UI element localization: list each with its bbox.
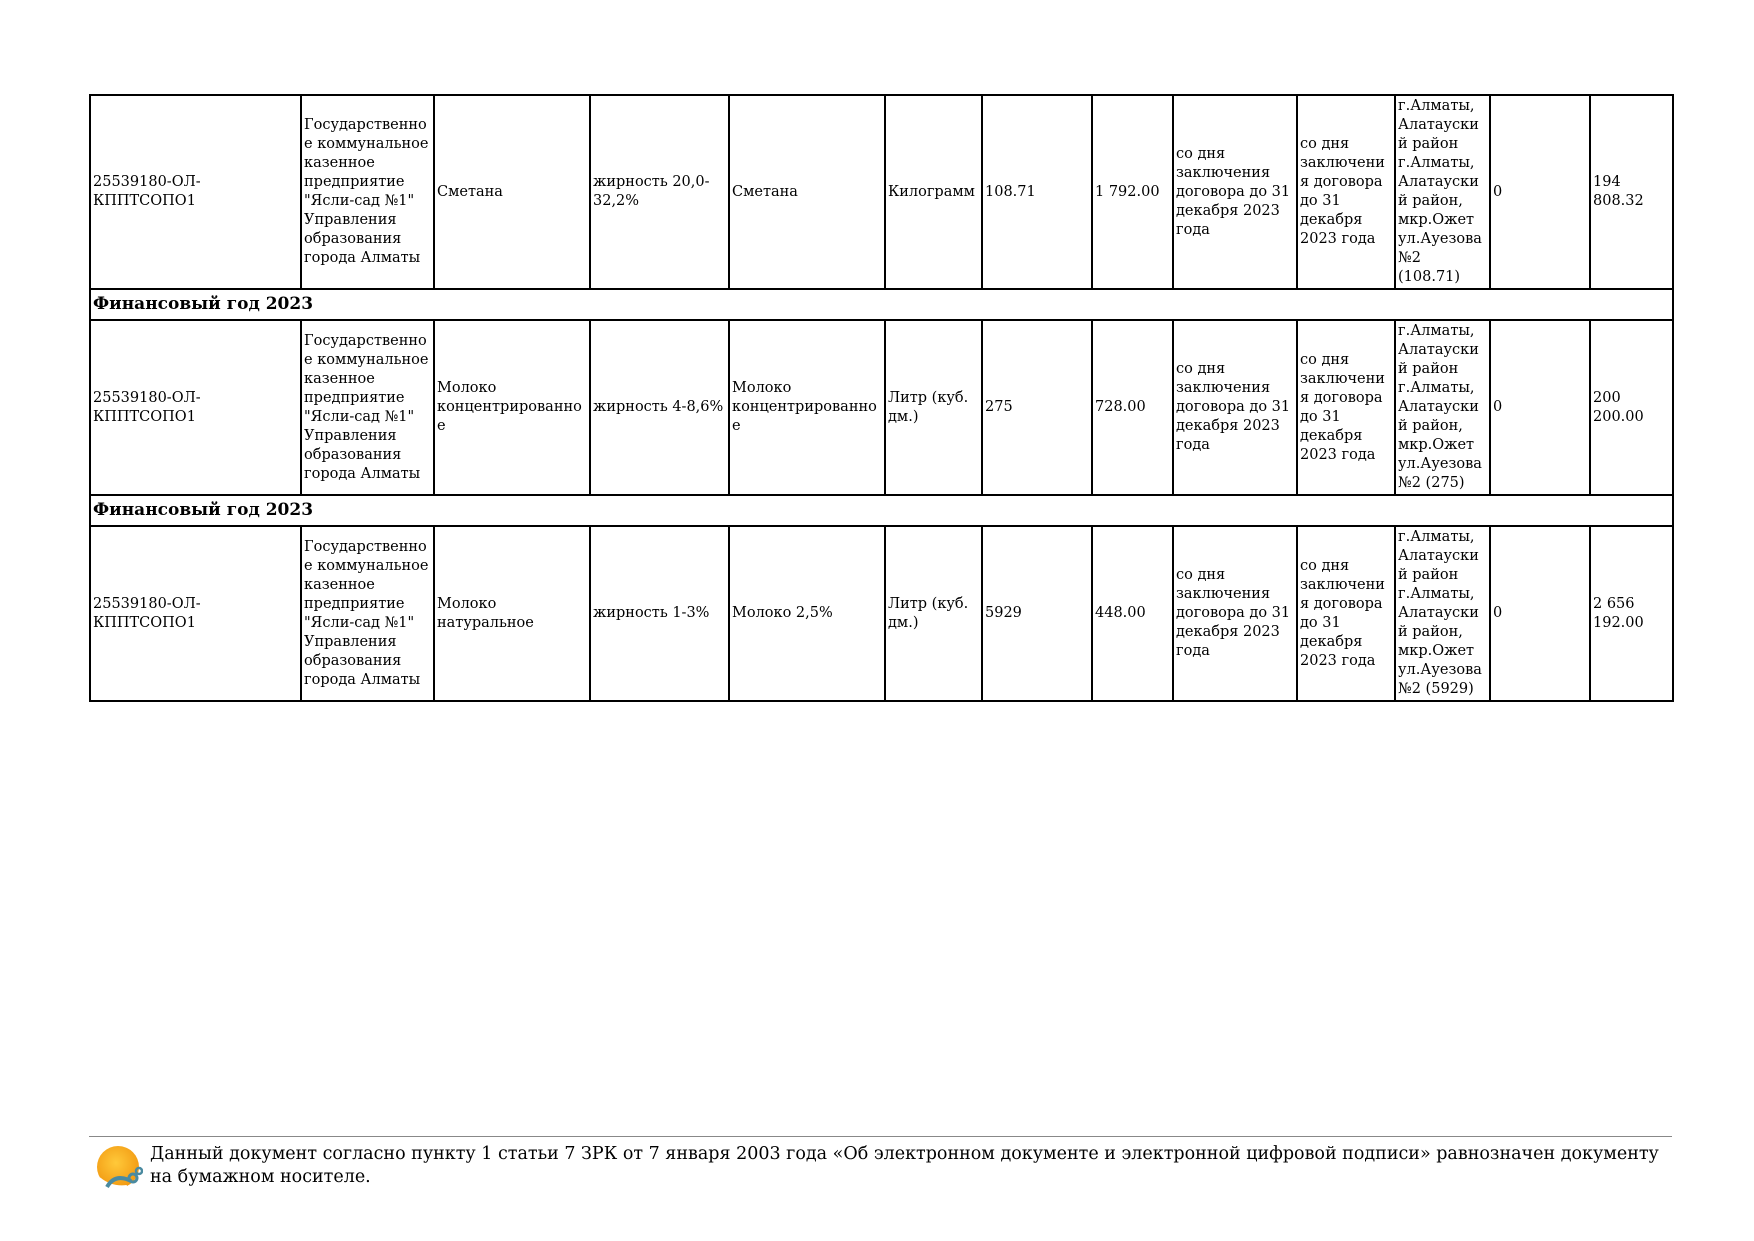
cell-price: 1 792.00 [1092, 95, 1173, 289]
cell-place: г.Алматы, Алатауский район г.Алматы, Алатауский район, мкр.Ожет ул.Ауезова №2 (108.71) [1395, 95, 1490, 289]
financial-year-row [90, 495, 1673, 526]
legal-notice-text: Данный документ согласно пункту 1 статьи 7 ЗРК от 7 января 2003 года «Об электронном документе и электронной цифровой подписи» равнозначен документу на бумажном носителе. [150, 1144, 1659, 1187]
cell-unit: Килограмм [885, 95, 982, 289]
cell-term-start: со дня заключения договора до 31 декабря 2023 года [1173, 526, 1297, 701]
table-row [90, 526, 1673, 701]
cell-quantity: 275 [982, 320, 1092, 495]
cell-quantity: 108.71 [982, 95, 1092, 289]
financial-year-row [90, 289, 1673, 320]
cell-extra-name: Молоко 2,5% [729, 526, 885, 701]
cell-total: 2 656 192.00 [1590, 526, 1673, 701]
cell-term-end: со дня заключения договора до 31 декабря 2023 года [1297, 95, 1395, 289]
cell-characteristic: жирность 20,0-32,2% [590, 95, 729, 289]
cell-unit: Литр (куб. дм.) [885, 526, 982, 701]
cell-customer: Государственное коммунальное казенное предприятие "Ясли-сад №1" Управления образования города Алматы [301, 526, 434, 701]
cell-unit: Литр (куб. дм.) [885, 320, 982, 495]
financial-year-label: Финансовый год 2023 [90, 289, 1673, 320]
cell-id: 25539180-ОЛ-КППТСОПО1 [90, 526, 301, 701]
cell-advance: 0 [1490, 95, 1590, 289]
cell-quantity: 5929 [982, 526, 1092, 701]
cell-term-start: со дня заключения договора до 31 декабря 2023 года [1173, 95, 1297, 289]
cell-characteristic: жирность 1-3% [590, 526, 729, 701]
cell-price: 448.00 [1092, 526, 1173, 701]
cell-advance: 0 [1490, 320, 1590, 495]
cell-extra-name: Сметана [729, 95, 885, 289]
cell-name: Сметана [434, 95, 590, 289]
cell-price: 728.00 [1092, 320, 1173, 495]
cell-advance: 0 [1490, 526, 1590, 701]
cell-extra-name: Молоко концентрированное [729, 320, 885, 495]
egov-sun-logo-icon [93, 1143, 143, 1193]
cell-total: 200 200.00 [1590, 320, 1673, 495]
cell-place: г.Алматы, Алатауский район г.Алматы, Алатауский район, мкр.Ожет ул.Ауезова №2 (275) [1395, 320, 1490, 495]
cell-id: 25539180-ОЛ-КППТСОПО1 [90, 320, 301, 495]
cell-term-end: со дня заключения договора до 31 декабря 2023 года [1297, 526, 1395, 701]
cell-place: г.Алматы, Алатауский район г.Алматы, Алатауский район, мкр.Ожет ул.Ауезова №2 (5929) [1395, 526, 1490, 701]
cell-term-end: со дня заключения договора до 31 декабря 2023 года [1297, 320, 1395, 495]
financial-year-label: Финансовый год 2023 [90, 495, 1673, 526]
cell-id: 25539180-ОЛ-КППТСОПО1 [90, 95, 301, 289]
signature-footer [89, 1136, 1672, 1187]
cell-customer: Государственное коммунальное казенное предприятие "Ясли-сад №1" Управления образования города Алматы [301, 95, 434, 289]
cell-customer: Государственное коммунальное казенное предприятие "Ясли-сад №1" Управления образования города Алматы [301, 320, 434, 495]
procurement-plan-table [89, 94, 1674, 702]
table-row [90, 320, 1673, 495]
cell-term-start: со дня заключения договора до 31 декабря 2023 года [1173, 320, 1297, 495]
cell-total: 194 808.32 [1590, 95, 1673, 289]
cell-name: Молоко натуральное [434, 526, 590, 701]
cell-name: Молоко концентрированное [434, 320, 590, 495]
cell-characteristic: жирность 4-8,6% [590, 320, 729, 495]
table-row [90, 95, 1673, 289]
